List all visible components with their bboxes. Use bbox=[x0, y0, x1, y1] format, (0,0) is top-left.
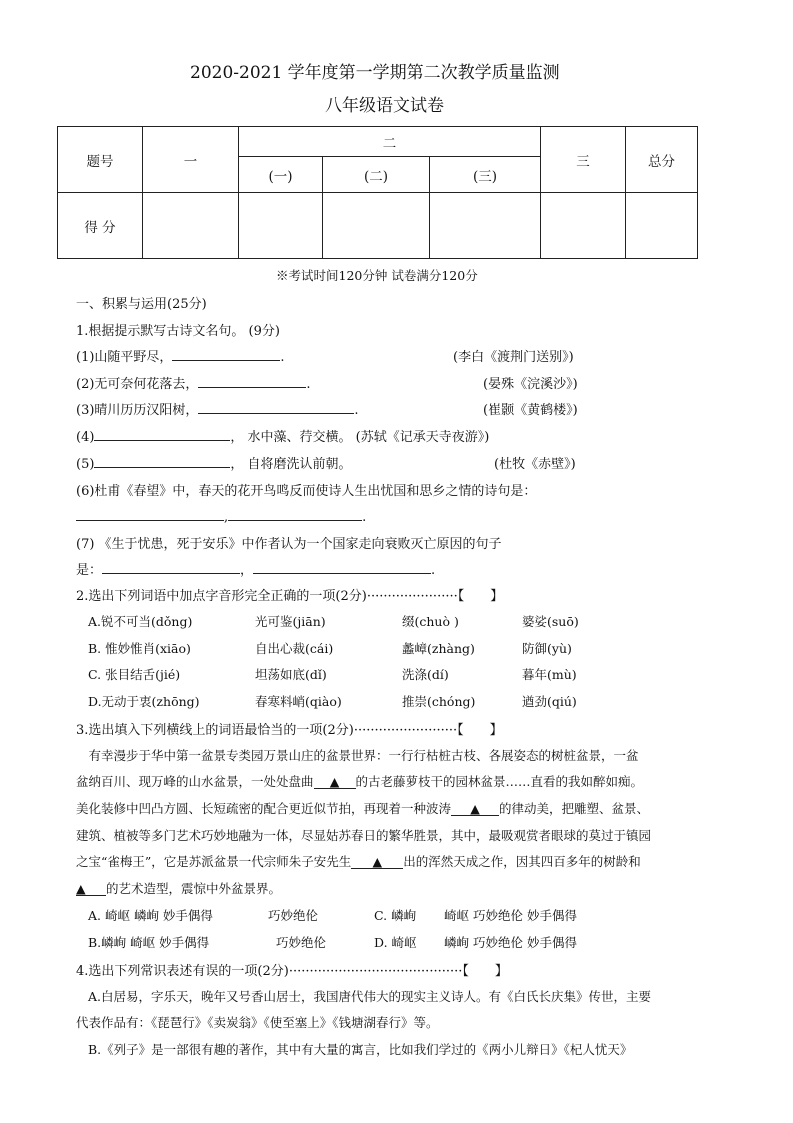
q1-item-7-prefix: 是： bbox=[76, 563, 103, 578]
q1-item-1 bbox=[76, 346, 285, 365]
score-cell[interactable] bbox=[430, 193, 541, 259]
q1-item-2-text: (2)无可奈何花落去， bbox=[76, 377, 199, 392]
q1-item-5-post: ， 自将磨洗认前朝。 bbox=[230, 457, 352, 472]
question-4-stem: 4.选出下列常识表述有误的一项(2分)··········································【 】 bbox=[76, 964, 508, 979]
q1-item-1-text: (1)山随平野尽， bbox=[76, 350, 173, 365]
score-cell[interactable] bbox=[541, 193, 626, 259]
q3-text: 之宝“雀梅王”，它是苏派盆景一代宗师朱子安先生 bbox=[76, 854, 352, 869]
q3-text: 的古老藤萝枝干的园林盆景……直看的我如醉如痴。 bbox=[355, 774, 644, 789]
q1-item-4 bbox=[76, 426, 489, 445]
q2-option: 光可鉴(jiān) bbox=[255, 614, 326, 629]
q3-passage-line bbox=[76, 879, 281, 897]
exam-subtitle: 八年级语文试卷 bbox=[325, 96, 444, 116]
q3-option: D. 崎岖 bbox=[374, 935, 417, 950]
q4-option-b: B.《列子》是一部很有趣的著作，其中有大量的寓言，比如我们学过的《两小儿辩日》《杞人忧天》 bbox=[88, 1042, 633, 1057]
score-cell[interactable] bbox=[323, 193, 430, 259]
q3-text: 盆纳百川、现万峰的山水盆景，一处处盘曲 bbox=[76, 774, 314, 789]
answer-blank[interactable] bbox=[76, 881, 106, 896]
answer-blank[interactable] bbox=[253, 559, 431, 574]
q3-text: 美化装修中凹凸方圆、长短疏密的配合更近似节拍，再现着一种波涛 bbox=[76, 801, 452, 816]
q1-item-4-text: (4) bbox=[76, 430, 95, 445]
answer-blank[interactable] bbox=[198, 399, 354, 414]
q1-item-6: (6)杜甫《春望》中，春天的花开鸟鸣反而使诗人生出忧国和思乡之情的诗句是： bbox=[76, 484, 537, 499]
q3-passage-line bbox=[76, 772, 643, 790]
q3-text: 的律动美，把雕塑、盆景、 bbox=[499, 801, 650, 816]
exam-note: ※考试时间120分钟 试卷满分120分 bbox=[276, 268, 478, 283]
answer-blank[interactable] bbox=[102, 559, 240, 574]
q2-option: 春寒料峭(qiào) bbox=[255, 694, 342, 709]
score-table-col-total: 总分 bbox=[626, 127, 698, 193]
q1-item-5-text: (5) bbox=[76, 457, 95, 472]
q1-item-3 bbox=[76, 399, 359, 418]
q1-item-1-source: (李白《渡荆门送别》) bbox=[453, 350, 574, 365]
triangle-marker: ▲ bbox=[470, 801, 480, 816]
q3-text: 的艺术造型，震惊中外盆景界。 bbox=[106, 881, 282, 896]
answer-blank[interactable] bbox=[198, 373, 306, 388]
q1-item-5-source: (杜牧《赤壁》) bbox=[494, 457, 576, 472]
q3-option: 崎岖 巧妙绝伦 妙手偶得 bbox=[444, 908, 577, 923]
q1-item-6-answers: , . bbox=[76, 506, 366, 525]
answer-blank[interactable] bbox=[451, 801, 499, 816]
q2-option: D.无动于衷(zhōng) bbox=[88, 694, 200, 709]
q2-option: 暮年(mù) bbox=[522, 667, 577, 682]
q3-passage-line bbox=[76, 746, 639, 764]
q2-option: 防御(yù) bbox=[522, 641, 572, 656]
q3-option: C. 嶙峋 bbox=[374, 908, 417, 923]
q1-item-5 bbox=[76, 453, 352, 472]
q2-option: A.锐不可当(dǒng) bbox=[88, 614, 193, 629]
q2-option: 缀(chuò ) bbox=[402, 614, 459, 629]
q4-option-a-cont: 代表作品有：《琵琶行》《卖炭翁》《使至塞上》《钱塘湖春行》等。 bbox=[76, 1015, 439, 1030]
q3-option: 嶙峋 巧妙绝伦 妙手偶得 bbox=[444, 935, 577, 950]
answer-blank[interactable] bbox=[314, 774, 356, 789]
score-table-col-3: 三 bbox=[541, 127, 626, 193]
q3-text: 出的浑然天成之作，因其四百多年的树龄和 bbox=[403, 854, 641, 869]
q3-passage-line bbox=[76, 799, 649, 817]
q1-item-3-text: (3)晴川历历汉阳树， bbox=[76, 403, 199, 418]
score-table-score-label: 得 分 bbox=[58, 193, 143, 259]
q2-option: 洗涤(dí) bbox=[402, 667, 449, 682]
q4-option-a: A.白居易，字乐天，晚年又号香山居士，我国唐代伟大的现实主义诗人。有《白氏长庆集》传世，主要 bbox=[88, 989, 652, 1004]
score-table-header-label: 题号 bbox=[58, 127, 143, 193]
question-2-stem: 2.选出下列词语中加点字音形完全正确的一项(2分)······················【 】 bbox=[76, 589, 504, 604]
question-3-stem: 3.选出填入下列横线上的词语最恰当的一项(2分)·························【 】 bbox=[76, 723, 503, 738]
exam-title: 2020-2021 学年度第一学期第二次教学质量监测 bbox=[190, 63, 560, 83]
score-table-sub-1: (一) bbox=[239, 157, 323, 193]
q1-item-3-source: (崔颢《黄鹤楼》) bbox=[483, 403, 578, 418]
q2-option: 坦荡如底(dǐ) bbox=[255, 667, 327, 682]
q3-text: 建筑、植被等多门艺术巧妙地融为一体，尽显姑苏春日的繁华胜景，其中，最吸观赏者眼球的莫过于镇园 bbox=[76, 828, 652, 843]
q1-item-7: (7) 《生于忧患，死于安乐》中作者认为一个国家走向衰败灭亡原因的句子 bbox=[76, 537, 502, 552]
q2-option: 遒劲(qiú) bbox=[522, 694, 577, 709]
q1-item-7-answers: 是： ， . bbox=[76, 559, 435, 578]
answer-blank[interactable] bbox=[172, 346, 280, 361]
score-cell[interactable] bbox=[626, 193, 698, 259]
q1-item-4-post: ， 水中藻、荇交横。 (苏轼《记承天寺夜游》) bbox=[230, 430, 490, 445]
score-cell[interactable] bbox=[239, 193, 323, 259]
answer-blank[interactable] bbox=[351, 854, 403, 869]
q1-item-2-post: . bbox=[306, 377, 311, 392]
q1-item-2-source: (晏殊《浣溪沙》) bbox=[483, 377, 578, 392]
q3-option: 巧妙绝伦 bbox=[268, 908, 319, 923]
section-heading: 一、积累与运用(25分) bbox=[76, 297, 207, 312]
triangle-marker: ▲ bbox=[76, 881, 86, 896]
score-cell[interactable] bbox=[143, 193, 239, 259]
answer-blank[interactable] bbox=[94, 426, 230, 441]
triangle-marker: ▲ bbox=[372, 854, 383, 869]
q1-item-2 bbox=[76, 373, 311, 392]
q2-option: 推崇(chóng) bbox=[402, 694, 476, 709]
answer-blank[interactable] bbox=[228, 506, 362, 521]
q3-option: B.嶙峋 崎岖 妙手偶得 bbox=[88, 935, 210, 950]
answer-blank[interactable] bbox=[94, 453, 230, 468]
score-table-sub-2: (二) bbox=[323, 157, 430, 193]
score-table-sub-3: (三) bbox=[430, 157, 541, 193]
score-table bbox=[57, 126, 698, 259]
question-1-stem: 1.根据提示默写古诗文名句。 (9分) bbox=[76, 324, 280, 339]
q1-item-1-post: . bbox=[280, 350, 285, 365]
q1-item-3-post: . bbox=[354, 403, 359, 418]
q2-option: 蠡嶂(zhàng) bbox=[402, 641, 475, 656]
q2-option: 自出心裁(cái) bbox=[255, 641, 334, 656]
q3-option: A. 崎岖 嶙峋 妙手偶得 bbox=[88, 908, 213, 923]
q3-option: 巧妙绝伦 bbox=[276, 935, 327, 950]
score-table-col-2: 二 bbox=[239, 127, 541, 157]
q3-passage-line bbox=[76, 852, 641, 870]
answer-blank[interactable] bbox=[76, 506, 224, 521]
q3-text: 有幸漫步于华中第一盆景专类园万景山庄的盆景世界：一行行枯桩古枝、各展姿态的树桩盆景，一盆 bbox=[76, 748, 639, 763]
score-table-col-1: 一 bbox=[143, 127, 239, 193]
q2-option: C. 张目结舌(jié) bbox=[88, 667, 181, 682]
q2-option: 婆娑(suō) bbox=[522, 614, 579, 629]
q3-passage-line bbox=[76, 826, 651, 844]
triangle-marker: ▲ bbox=[329, 774, 340, 789]
q2-option: B. 惟妙惟肖(xiāo) bbox=[88, 641, 191, 656]
